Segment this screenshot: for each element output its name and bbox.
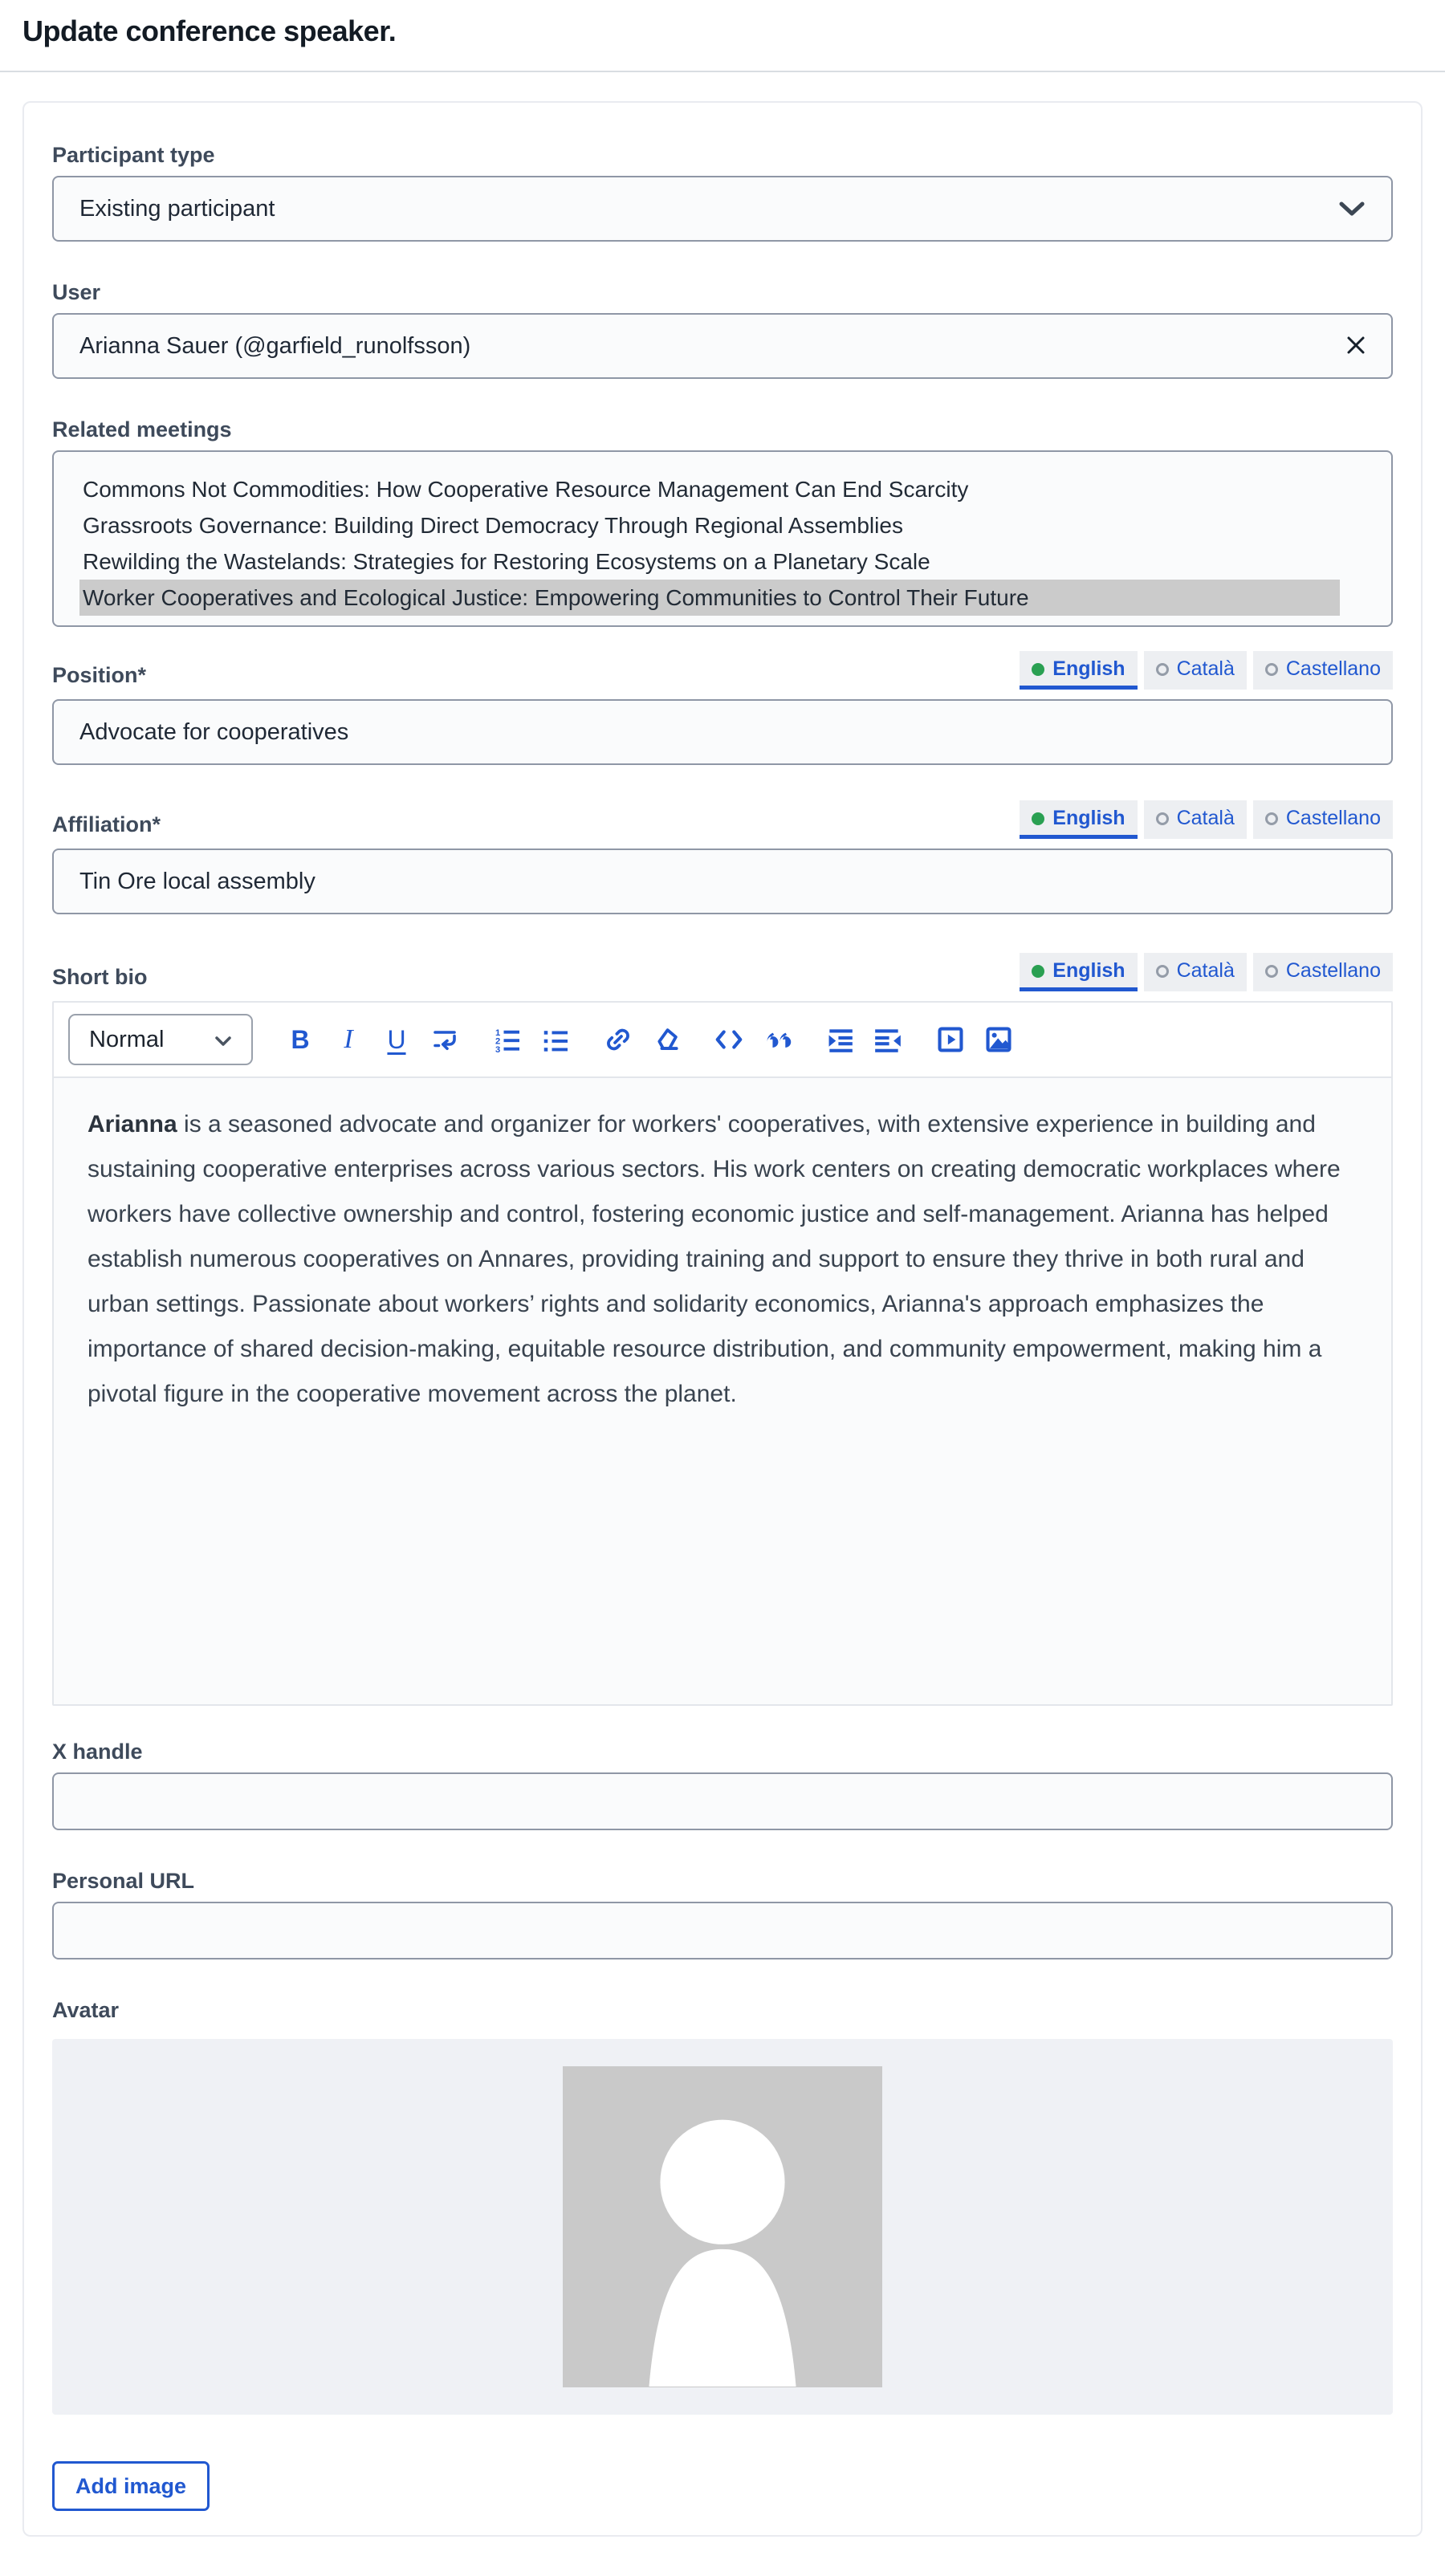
code-icon[interactable]	[714, 1023, 744, 1056]
personal-url-group	[52, 1869, 1393, 1959]
x-clear-icon	[1345, 335, 1366, 358]
title-divider	[0, 71, 1445, 72]
bullet-list-icon[interactable]	[540, 1023, 571, 1056]
meeting-option[interactable]: Commons Not Commodities: How Cooperative Resource Management Can End Scarcity	[83, 477, 969, 502]
user-group	[52, 280, 1393, 379]
personal-url-label: Personal URL	[52, 1869, 195, 1893]
x-handle-label: X handle	[52, 1740, 143, 1764]
add-image-button[interactable]: Add image	[52, 2461, 210, 2511]
affiliation-group	[52, 800, 1393, 914]
position-label: Position*	[52, 663, 147, 687]
language-tab-catala[interactable]	[1144, 953, 1247, 991]
blockquote-icon[interactable]	[762, 1023, 792, 1056]
indent-icon[interactable]	[824, 1023, 855, 1056]
paragraph-style-select[interactable]	[68, 1014, 253, 1065]
bio-body-text: is a seasoned advocate and organizer for workers' cooperatives, with extensive experience in building and sustaining cooperative enterprises across various sectors. His work centers on creating democratic workplaces where workers have collective ownership and control, fostering economic justice and self-management. Arianna has helped establish numerous cooperatives on Annares, providing training and support to ensure they thrive in both rural and urban settings. Passionate about workers’ rights and solidarity economics, Arianna's approach emphasizes the importance of shared decision-making, equitable resource distribution, and community empowerment, making him a pivotal figure in the cooperative movement across the planet.	[88, 1111, 1341, 1407]
clear-user-button[interactable]	[1340, 330, 1372, 362]
radio-unselected-icon	[1265, 663, 1278, 676]
rich-text-editor	[52, 1001, 1393, 1706]
affiliation-input[interactable]	[52, 848, 1393, 914]
bio-paragraph	[88, 1102, 1357, 1417]
svg-text:1: 1	[495, 1028, 501, 1038]
radio-selected-icon	[1032, 663, 1044, 676]
radio-selected-icon	[1032, 812, 1044, 825]
affiliation-label: Affiliation*	[52, 812, 161, 836]
meeting-option[interactable]: Grassroots Governance: Building Direct Democracy Through Regional Assemblies	[83, 513, 903, 538]
underline-icon[interactable]: U	[381, 1023, 412, 1056]
ordered-list-icon[interactable]	[492, 1023, 523, 1056]
page-title: Update conference speaker.	[22, 14, 397, 47]
bold-icon[interactable]: B	[285, 1023, 315, 1056]
language-tab-label: Català	[1176, 807, 1235, 829]
radio-unselected-icon	[1156, 965, 1169, 978]
related-meetings-listbox[interactable]	[52, 450, 1393, 627]
participant-type-select[interactable]	[52, 176, 1393, 242]
position-language-tabs	[1020, 651, 1393, 690]
language-tab-label: Castellano	[1285, 959, 1381, 982]
toolbar-group-insert	[603, 1023, 682, 1056]
participant-type-label: Participant type	[52, 143, 215, 167]
avatar-group	[52, 1998, 1393, 2415]
language-tab-castellano[interactable]	[1253, 651, 1393, 690]
position-input[interactable]	[52, 699, 1393, 765]
bio-bold-lead: Arianna	[88, 1111, 177, 1137]
affiliation-language-tabs	[1020, 800, 1393, 839]
language-tab-label: Castellano	[1285, 657, 1381, 680]
avatar-placeholder-image	[563, 2066, 882, 2387]
link-icon[interactable]	[603, 1023, 633, 1056]
language-tab-label: Català	[1176, 959, 1235, 982]
svg-text:2: 2	[495, 1036, 501, 1047]
image-icon[interactable]	[983, 1023, 1014, 1056]
radio-unselected-icon	[1265, 965, 1278, 978]
outdent-icon[interactable]	[873, 1023, 903, 1056]
radio-unselected-icon	[1265, 812, 1278, 825]
video-icon[interactable]	[935, 1023, 966, 1056]
related-meetings-group	[52, 417, 1393, 627]
language-tab-label: English	[1052, 807, 1125, 829]
paragraph-style-value: Normal	[89, 1026, 165, 1052]
x-handle-group	[52, 1740, 1393, 1830]
toolbar-group-lists	[492, 1023, 571, 1056]
person-silhouette-icon	[563, 2066, 882, 2387]
radio-selected-icon	[1032, 965, 1044, 978]
user-input[interactable]	[52, 313, 1393, 379]
language-tab-english[interactable]	[1020, 651, 1137, 690]
speaker-form-card	[22, 101, 1423, 2537]
language-tab-english[interactable]	[1020, 800, 1137, 839]
radio-unselected-icon	[1156, 812, 1169, 825]
avatar-label: Avatar	[52, 1998, 120, 2022]
language-tab-english[interactable]	[1020, 953, 1137, 991]
toolbar-group-media	[935, 1023, 1014, 1056]
italic-icon[interactable]: I	[333, 1023, 364, 1056]
language-tab-catala[interactable]	[1144, 651, 1247, 690]
language-tab-label: English	[1052, 657, 1125, 680]
language-tab-label: English	[1052, 959, 1125, 982]
line-break-icon[interactable]	[429, 1023, 460, 1056]
language-tab-label: Castellano	[1285, 807, 1381, 829]
toolbar-group-text-style	[285, 1023, 460, 1056]
radio-unselected-icon	[1156, 663, 1169, 676]
avatar-panel	[52, 2039, 1393, 2415]
language-tab-castellano[interactable]	[1253, 953, 1393, 991]
toolbar-group-indent	[824, 1023, 903, 1056]
svg-text:3: 3	[495, 1044, 501, 1054]
toolbar-group-blocks	[714, 1023, 792, 1056]
short-bio-language-tabs	[1020, 953, 1393, 991]
language-tab-castellano[interactable]	[1253, 800, 1393, 839]
chevron-down-icon	[1338, 200, 1366, 218]
chevron-down-icon	[214, 1027, 232, 1053]
participant-type-group	[52, 143, 1393, 242]
language-tab-label: Català	[1176, 657, 1235, 680]
personal-url-input[interactable]	[52, 1902, 1393, 1959]
meeting-option[interactable]: Rewilding the Wastelands: Strategies for Restoring Ecosystems on a Planetary Scale	[83, 549, 930, 574]
participant-type-value: Existing participant	[79, 195, 275, 222]
short-bio-label: Short bio	[52, 965, 148, 989]
bio-editor-textarea[interactable]	[54, 1078, 1391, 1704]
language-tab-catala[interactable]	[1144, 800, 1247, 839]
editor-toolbar	[54, 1003, 1391, 1078]
meeting-option-selected[interactable]: Worker Cooperatives and Ecological Justice: Empowering Communities to Control Their Future	[79, 580, 1340, 616]
user-label: User	[52, 280, 101, 304]
related-meetings-label: Related meetings	[52, 417, 232, 442]
x-handle-input[interactable]	[52, 1772, 1393, 1830]
clear-format-icon[interactable]	[651, 1023, 682, 1056]
short-bio-group	[52, 953, 1393, 1706]
position-group	[52, 651, 1393, 765]
